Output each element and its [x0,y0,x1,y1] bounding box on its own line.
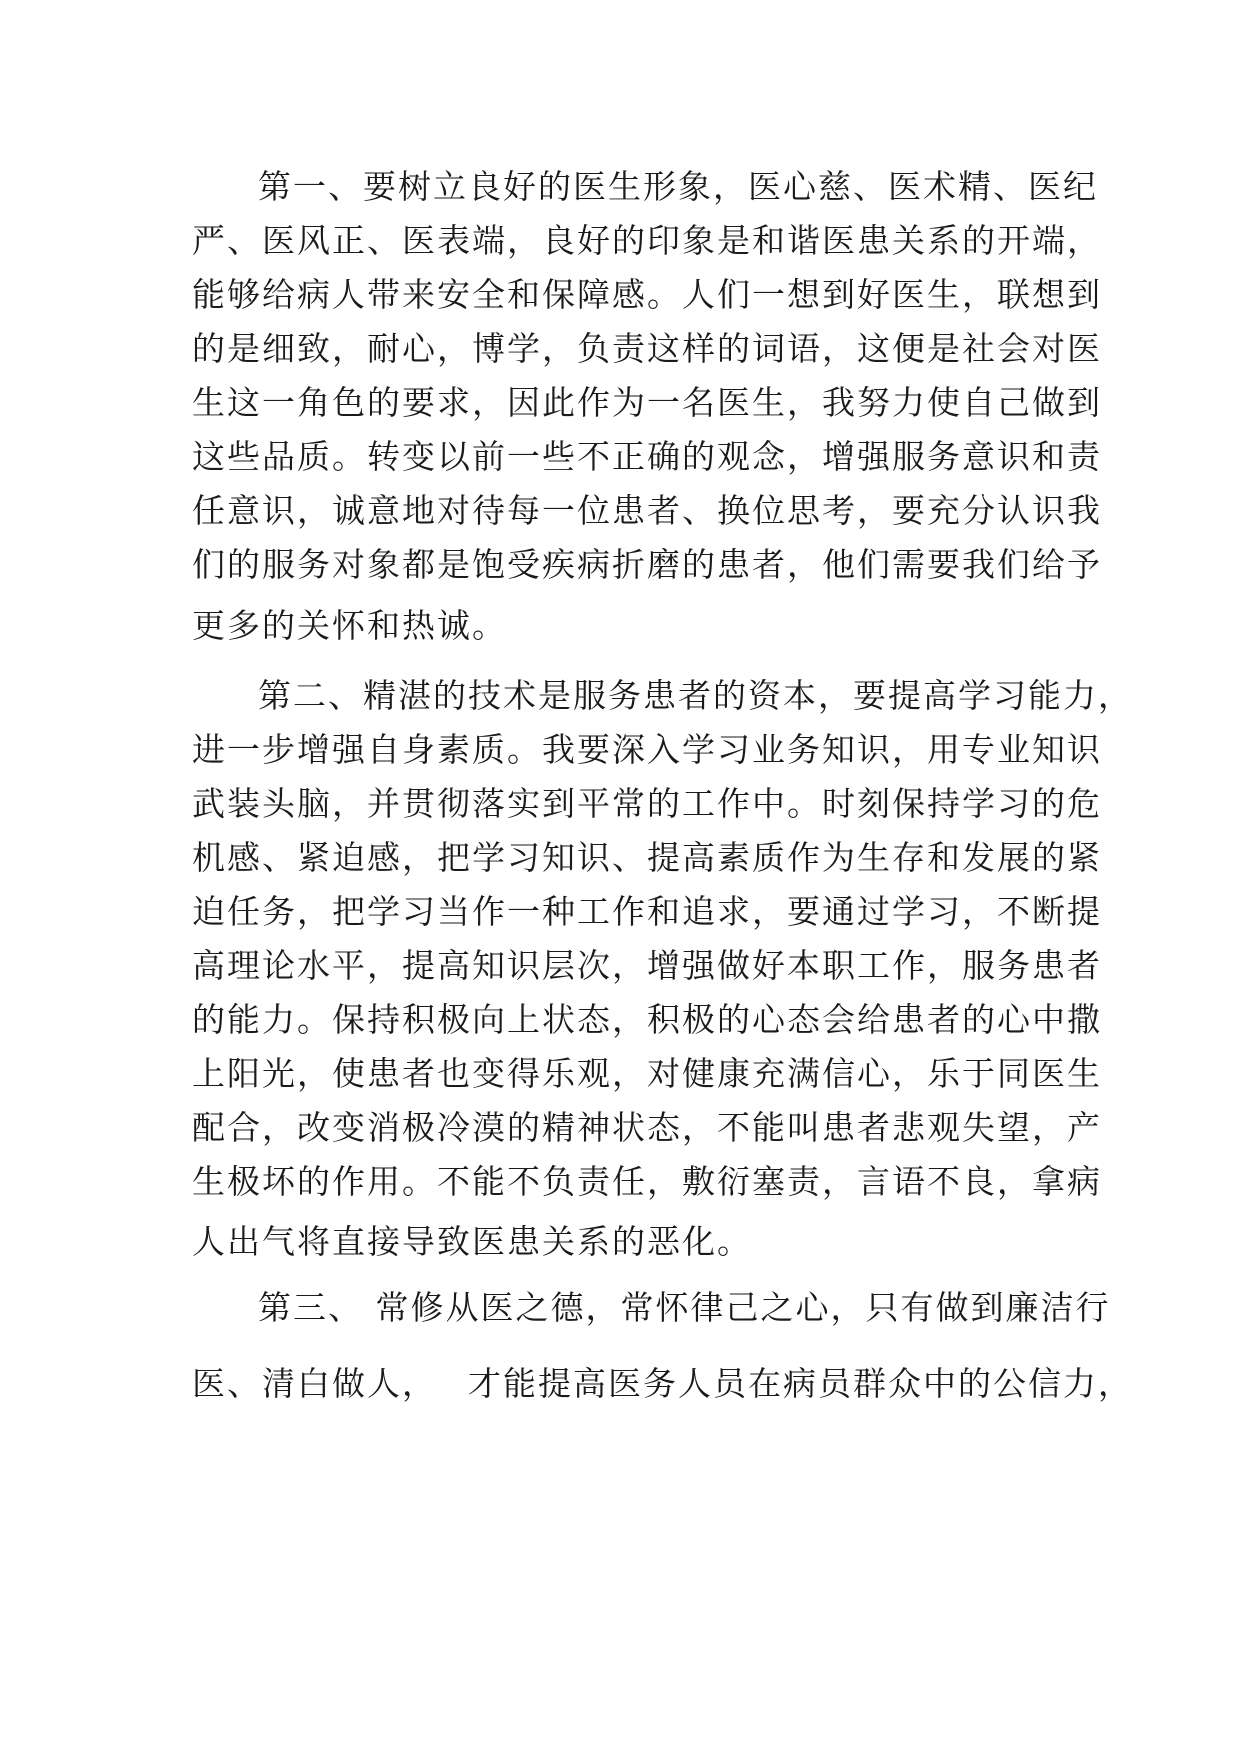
paragraph-2-line-1: 第二、精湛的技术是服务患者的资本，要提高学习能力， [258,676,1133,715]
paragraph-2-line-8: 上阳光，使患者也变得乐观，对健康充满信心，乐于同医生 [192,1054,1102,1093]
paragraph-2-line-2: 进一步增强自身素质。我要深入学习业务知识，用专业知识 [192,730,1102,769]
paragraph-2-line-6: 高理论水平，提高知识层次，增强做好本职工作，服务患者 [192,946,1102,985]
paragraph-3-line-2: 医、清白做人， 才能提高医务人员在病员群众中的公信力， [192,1364,1133,1403]
paragraph-1-line-9: 更多的关怀和热诚。 [192,606,507,645]
paragraph-1-line-1: 第一、要树立良好的医生形象，医心慈、医术精、医纪 [258,167,1098,206]
paragraph-1-line-5: 生这一角色的要求，因此作为一名医生，我努力使自己做到 [192,383,1102,422]
paragraph-1-line-3: 能够给病人带来安全和保障感。人们一想到好医生，联想到 [192,275,1102,314]
paragraph-3-line-1: 第三、 常修从医之德，常怀律己之心，只有做到廉洁行 [258,1288,1111,1327]
paragraph-1-line-4: 的是细致，耐心，博学，负责这样的词语，这便是社会对医 [192,329,1102,368]
paragraph-1-line-6: 这些品质。转变以前一些不正确的观念，增强服务意识和责 [192,437,1102,476]
paragraph-1-line-2: 严、医风正、医表端，良好的印象是和谐医患关系的开端， [192,221,1102,260]
paragraph-2-line-10: 生极坏的作用。不能不负责任，敷衍塞责，言语不良，拿病 [192,1162,1102,1201]
paragraph-2-line-4: 机感、紧迫感，把学习知识、提高素质作为生存和发展的紧 [192,838,1102,877]
paragraph-2-line-7: 的能力。保持积极向上状态，积极的心态会给患者的心中撒 [192,1000,1102,1039]
paragraph-2-line-11: 人出气将直接导致医患关系的恶化。 [192,1222,752,1261]
paragraph-2-line-9: 配合，改变消极冷漠的精神状态，不能叫患者悲观失望，产 [192,1108,1102,1147]
paragraph-1-line-8: 们的服务对象都是饱受疾病折磨的患者，他们需要我们给予 [192,545,1102,584]
paragraph-2-line-5: 迫任务，把学习当作一种工作和追求，要通过学习，不断提 [192,892,1102,931]
paragraph-2-line-3: 武装头脑，并贯彻落实到平常的工作中。时刻保持学习的危 [192,784,1102,823]
paragraph-1-line-7: 任意识，诚意地对待每一位患者、换位思考，要充分认识我 [192,491,1102,530]
